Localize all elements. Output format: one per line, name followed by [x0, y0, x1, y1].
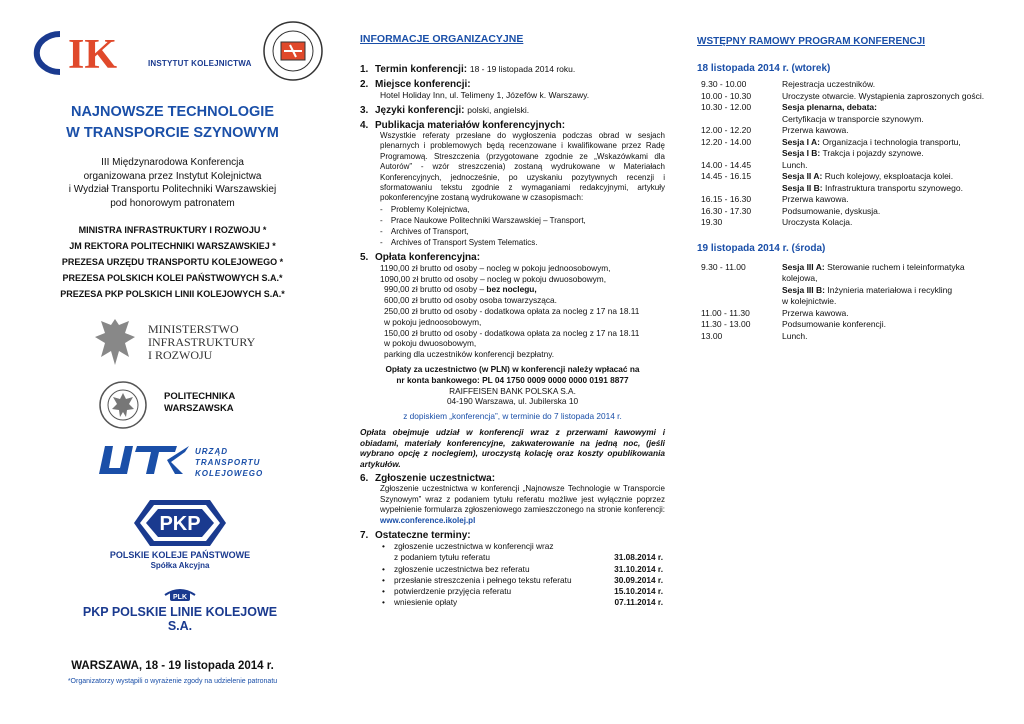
middle-panel: [360, 0, 665, 724]
pw-logo-text: [164, 391, 235, 415]
day-1-schedule: [697, 79, 1002, 229]
fee-line: 600,00 zł brutto od osoby osoba towarzysząca.: [384, 295, 557, 306]
deadlines-list: [360, 541, 665, 609]
schedule-row: [697, 319, 1002, 331]
activity-text: Ruch kolejowy, eksploatacja kolei.: [824, 171, 954, 181]
activity-text: Przerwa kawowa.: [782, 125, 849, 135]
item-deadlines: [360, 530, 665, 541]
schedule-time: 9.30 - 11.00: [701, 261, 746, 272]
activity-text: Inżynieria materiałowa i recykling: [827, 284, 953, 295]
ministry-line-3: I ROZWOJU: [148, 348, 213, 362]
item-label: Ostateczne terminy:: [375, 530, 471, 541]
deadline-item: [380, 575, 665, 586]
desc-line-2: organizowana przez Instytut Kolejnictwa: [83, 170, 262, 182]
item-date: [360, 64, 665, 75]
title-line-2: W TRANSPORCIE SZYNOWYM: [66, 125, 279, 141]
activity-text: w kolejnictwie.: [782, 296, 837, 306]
ik-logo-text: INSTYTUT KOLEJNICTWA: [148, 59, 252, 68]
deadline-text: • potwierdzenie przyjęcia referatu: [394, 586, 512, 597]
ik-logo-letters: IK: [68, 32, 118, 78]
journal-item: - Prace Naukowe Politechniki Warszawskiej – Transport,: [380, 215, 665, 226]
item-value: polski, angielski.: [467, 105, 530, 115]
utk-logo-text: [195, 446, 263, 479]
patron-item: PREZESA URZĘDU TRANSPORTU KOLEJOWEGO *: [61, 257, 284, 267]
fee-includes-note: Opłata obejmuje udział w konferencji wraz z przerwami kawowymi i obiadami, materiały konferencyjne, zakwaterowanie na jedną noc, (jeśli wybrano opcję z noclegiem), uroczystą kolację oraz koszty opublikowania artykułów.: [360, 427, 665, 469]
activity-text: Przerwa kawowa.: [782, 194, 849, 204]
deadline-item: [380, 564, 665, 575]
fee-line: 1190,00 zł brutto od osoby – nocleg w pokoju jednoosobowym,: [380, 262, 611, 273]
schedule-row: [697, 296, 1002, 308]
title-line-1: NAJNOWSZE TECHNOLOGIE: [70, 104, 274, 120]
schedule-activity: [782, 137, 1002, 149]
deadline-item: [380, 552, 665, 563]
organizational-info-body: [360, 60, 665, 609]
item-label: Publikacja materiałów konferencyjnych:: [375, 120, 566, 131]
fee-line: [360, 284, 665, 295]
fee-line: 1090,00 zł brutto od osoby – nocleg w pokoju dwuosobowym,: [380, 273, 607, 284]
deadline-date: 07.11.2014 r.: [614, 597, 663, 608]
schedule-activity: [782, 114, 1002, 126]
schedule-time: 14.45 - 16.15: [701, 171, 752, 181]
schedule-row: [697, 125, 1002, 137]
fee-list: [360, 263, 665, 360]
plk-logo-text: PKP POLSKIE LINIE KOLEJOWE S.A.: [82, 605, 278, 633]
schedule-row: [697, 262, 1002, 274]
fee-line: 250,00 zł brutto od osoby - dodatkowa opłata za nocleg z 17 na 18.11: [384, 306, 640, 317]
activity-text: Przerwa kawowa.: [782, 307, 849, 318]
utk-line-1: URZĄD: [195, 447, 228, 456]
deadline-date: 15.10.2014 r.: [614, 586, 663, 597]
item-value: 18 - 19 listopada 2014 roku.: [469, 64, 576, 74]
schedule-activity: [782, 194, 1002, 206]
deadline-text: zgłoszenie uczestnictwa w konferencji wraz: [394, 541, 554, 551]
schedule-activity: [782, 148, 1002, 160]
journal-item: - Archives of Transport System Telematics.: [380, 237, 665, 248]
schedule-activity: [782, 206, 1002, 218]
activity-text: Sesja plenarna, debata:: [782, 102, 877, 112]
schedule-time: 14.00 - 14.45: [701, 159, 752, 170]
conference-website-link[interactable]: www.conference.ikolej.pl: [380, 515, 476, 525]
right-panel: [697, 0, 1007, 724]
schedule-time: [697, 273, 782, 285]
schedule-time: [697, 296, 782, 308]
pw-seal-icon: [98, 380, 148, 430]
fee-line: 150,00 zł brutto od osoby - dodatkowa opłata za nocleg z 17 na 18.11: [384, 327, 640, 338]
schedule-activity: [782, 91, 1002, 103]
deadline-item: [380, 597, 665, 608]
item-label: Języki konferencji:: [375, 105, 465, 116]
fee-line: w pokoju dwuosobowym,: [384, 338, 477, 349]
schedule-time: 10.30 - 12.00: [701, 102, 752, 112]
schedule-activity: [782, 160, 1002, 172]
bank-address: 04-190 Warszawa, ul. Jubilerska 10: [446, 396, 579, 407]
activity-text: Rejestracja uczestników.: [782, 79, 876, 89]
left-panel: [0, 0, 345, 724]
item-label: Termin konferencji:: [375, 64, 468, 75]
program-section: [697, 36, 1007, 342]
item-fee: [360, 252, 665, 263]
session-label: Sesja II A:: [782, 171, 823, 181]
schedule-row: [697, 331, 1002, 343]
schedule-row: [697, 91, 1002, 103]
item-number: 7.: [360, 530, 369, 541]
item-label: Zgłoszenie uczestnictwa:: [375, 473, 496, 485]
schedule-time: 16.15 - 16.30: [701, 194, 752, 204]
schedule-activity: [782, 273, 1002, 285]
ministry-line-1: MINISTERSTWO: [148, 322, 239, 336]
fee-line: parking dla uczestników konferencji bezpłatny.: [384, 349, 555, 360]
activity-text: Organizacja i technologia transportu,: [822, 136, 961, 147]
schedule-time: 12.00 - 12.20: [701, 125, 752, 135]
schedule-time: 12.20 - 14.00: [701, 136, 752, 147]
schedule-activity: [782, 319, 1002, 331]
schedule-time: 19.30: [701, 217, 723, 227]
registration-description: Zgłoszenie uczestnictwa w konferencji „Najnowsze Technologie w Transporcie Szynowym” wraz z podaniem tytułu referatu możliwe jest wyłącznie poprzez wypełnienie formularza zgłoszeniowego zamieszczonego na stronie konferencji:: [380, 484, 665, 515]
desc-line-3: i Wydział Transportu Politechniki Warszawskiej: [68, 184, 277, 195]
schedule-row: [697, 183, 1002, 195]
pw-line-1: POLITECHNIKA: [164, 391, 236, 402]
deadline-date: 31.08.2014 r.: [614, 552, 663, 563]
venue-value: Hotel Holiday Inn, ul. Telimeny 1, Józefów k. Warszawy.: [380, 90, 590, 100]
session-label: Sesja III A:: [782, 261, 825, 272]
deadline-item: [380, 541, 665, 552]
schedule-row: [697, 308, 1002, 320]
schedule-row: [697, 285, 1002, 297]
deadline-item: [380, 586, 665, 597]
schedule-activity: [782, 125, 1002, 137]
utk-logo: [97, 440, 267, 488]
schedule-time: 11.30 - 13.00: [701, 319, 751, 329]
schedule-time: 9.30 - 10.00: [701, 79, 747, 89]
schedule-time: 10.00 - 10.30: [701, 90, 752, 101]
item-label: Miejsce konferencji:: [375, 79, 471, 90]
item-number: 5.: [360, 251, 369, 263]
day-1-heading: 18 listopada 2014 r. (wtorek): [697, 63, 831, 74]
wt-seal-logo: [262, 20, 324, 82]
utk-line-3: KOLEJOWEGO: [195, 469, 264, 478]
schedule-time: 11.00 - 11.30: [701, 307, 750, 318]
schedule-activity: [782, 102, 1002, 114]
pkp-logo-line-1: POLSKIE KOLEJE PAŃSTWOWE: [109, 550, 251, 560]
ik-logo: [30, 28, 260, 78]
schedule-time: [697, 148, 782, 160]
patron-item: PREZESA POLSKICH KOLEI PAŃSTWOWYCH S.A.*: [62, 273, 283, 283]
deadline-text: • wniesienie opłaty: [394, 597, 458, 608]
activity-text: Sterowanie ruchem i teleinformatyka: [827, 261, 965, 272]
pw-line-2: WARSZAWSKA: [164, 403, 234, 414]
politechnika-logo: [98, 380, 278, 430]
schedule-activity: [782, 285, 1002, 297]
activity-text: Trakcja i pojazdy szynowe.: [822, 148, 924, 158]
schedule-time: [697, 114, 782, 126]
activity-text: Lunch.: [782, 159, 808, 170]
program-heading: WSTĘPNY RAMOWY PROGRAM KONFERENCJI: [697, 36, 925, 47]
activity-text: Podsumowanie, dyskusja.: [782, 205, 881, 216]
item-number: 3.: [360, 105, 369, 116]
ministry-line-2: INFRASTRUKTURY: [148, 335, 256, 349]
deadline-text: • przesłanie streszczenia i pełnego tekstu referatu: [394, 574, 572, 585]
journals-list: [360, 204, 665, 248]
schedule-row: [697, 217, 1002, 229]
bank-account: nr konta bankowego: PL 04 1750 0009 0000 0000 0191 8877: [396, 374, 629, 385]
item-publication: [360, 120, 665, 131]
payment-reference: z dopiskiem „konferencja”, w terminie do 7 listopada 2014 r.: [403, 411, 622, 422]
deadline-date: 31.10.2014 r.: [614, 563, 663, 574]
patron-item: JM REKTORA POLITECHNIKI WARSZAWSKIEJ *: [69, 241, 276, 251]
conference-title: [0, 102, 345, 144]
schedule-activity: [782, 331, 1002, 343]
plk-mark-text: PLK: [173, 594, 187, 601]
activity-text: Podsumowanie konferencji.: [782, 319, 886, 329]
schedule-activity: [782, 296, 1002, 308]
schedule-time: [697, 183, 782, 195]
schedule-row: [697, 171, 1002, 183]
city-date: WARSZAWA, 18 - 19 listopada 2014 r.: [71, 660, 274, 672]
schedule-activity: [782, 308, 1002, 320]
activity-text: Uroczyste otwarcie. Wystąpienia zaproszonych gości.: [782, 90, 985, 101]
session-label: Sesja III B:: [782, 284, 825, 295]
item-venue: [360, 79, 665, 90]
bank-name: RAIFFEISEN BANK POLSKA S.A.: [449, 385, 576, 396]
ministry-logo: [90, 313, 270, 375]
schedule-time: 13.00: [701, 330, 723, 341]
schedule-row: [697, 273, 1002, 285]
desc-line-1: III Międzynarodowa Konferencja: [101, 157, 244, 168]
patrons-list: [0, 222, 345, 302]
payment-line-1: Opłaty za uczestnictwo (w PLN) w konferencji należy wpłacać na: [385, 364, 640, 375]
session-label: Sesja I B:: [782, 148, 821, 158]
fee-text: 990,00 zł brutto od osoby –: [384, 284, 485, 295]
activity-text: kolejowa,: [782, 273, 818, 283]
pkp-logo-line-2: Spółka Akcyjna: [150, 561, 210, 570]
schedule-row: [697, 114, 1002, 126]
pkp-mark-icon: [110, 498, 250, 548]
plk-mark-icon: [70, 585, 290, 605]
session-label: Sesja II B:: [782, 182, 823, 193]
activity-text: Uroczysta Kolacja.: [782, 217, 853, 227]
schedule-activity: [782, 171, 1002, 183]
plk-logo: [70, 585, 290, 633]
schedule-row: [697, 194, 1002, 206]
schedule-row: [697, 148, 1002, 160]
deadline-text: z podaniem tytułu referatu: [394, 552, 490, 563]
journal-item: - Archives of Transport,: [380, 226, 665, 237]
day-2-heading: 19 listopada 2014 r. (środa): [697, 242, 826, 254]
schedule-row: [697, 102, 1002, 114]
journal-item: - Problemy Kolejnictwa,: [380, 204, 665, 215]
item-registration: [360, 473, 665, 484]
fee-line: w pokoju jednoosobowym,: [384, 316, 482, 327]
session-label: Sesja I A:: [782, 136, 820, 147]
schedule-time: 16.30 - 17.30: [701, 205, 752, 216]
patron-item: MINISTRA INFRASTRUKTURY I ROZWOJU *: [78, 225, 267, 235]
pkp-logo: [110, 498, 250, 578]
utk-mark-icon: [97, 440, 192, 480]
schedule-time: [697, 285, 782, 297]
schedule-activity: [782, 262, 1002, 274]
ministry-logo-text: [148, 323, 255, 362]
item-number: 2.: [360, 79, 369, 90]
schedule-row: [697, 160, 1002, 172]
registration-text: [360, 484, 665, 526]
deadline-text: • zgłoszenie uczestnictwa bez referatu: [394, 563, 530, 574]
eagle-icon: [90, 313, 140, 373]
activity-text: Lunch.: [782, 330, 808, 341]
schedule-activity: [782, 79, 1002, 91]
activity-text: Certyfikacja w transporcie szynowym.: [782, 113, 924, 124]
fee-text-bold: bez noclegu,: [486, 284, 537, 295]
schedule-activity: [782, 183, 1002, 195]
deadline-date: 30.09.2014 r.: [614, 574, 663, 585]
item-number: 1.: [360, 64, 369, 75]
payment-info: [360, 364, 665, 422]
patron-item: PREZESA PKP POLSKICH LINII KOLEJOWYCH S.A.*: [60, 289, 285, 299]
activity-text: Infrastruktura transportu szynowego.: [825, 182, 963, 193]
conference-description: [0, 156, 345, 210]
top-logos: [30, 20, 330, 80]
item-languages: [360, 105, 665, 116]
schedule-activity: [782, 217, 1002, 229]
desc-line-4: pod honorowym patronatem: [110, 197, 235, 209]
utk-line-2: TRANSPORTU: [195, 458, 261, 467]
pkp-mark-text: PKP: [159, 513, 201, 535]
schedule-row: [697, 206, 1002, 218]
schedule-row: [697, 137, 1002, 149]
item-number: 4.: [360, 120, 369, 131]
organizational-info-heading: INFORMACJE ORGANIZACYJNE: [360, 33, 524, 45]
day-2-schedule: [697, 262, 1002, 343]
schedule-row: [697, 79, 1002, 91]
item-label: Opłata konferencyjna:: [375, 251, 481, 263]
item-number: 6.: [360, 473, 369, 485]
publication-text: Wszystkie referaty przesłane do wygłoszenia podczas obrad w sesjach plenarnych i problemowych będą recenzowane i kwalifikowane przez Radę Programową. Streszczenia (przygotowane zgodnie ze „Wskazówkami dla Autorów” - wzór streszczenia) zostaną wydrukowane w Materiałach Konferencyjnych, jednocześnie, po uzyskaniu pozytywnych recenzji i sformatowaniu tekstu zgodnie z wymaganiami redakcyjnymi, artykuły pokonferencyjne zostaną wydrukowane w czasopismach:: [380, 131, 665, 203]
patronage-footnote: *Organizatorzy wystąpili o wyrażenie zgody na udzielenie patronatu: [67, 678, 278, 685]
